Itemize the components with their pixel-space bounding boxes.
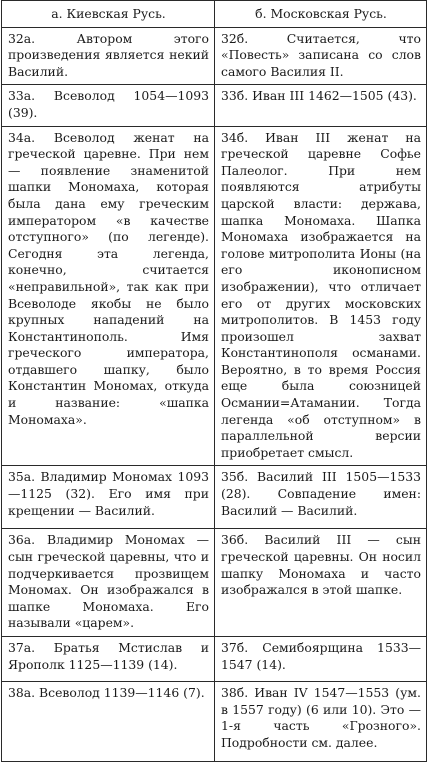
table-row bbox=[2, 682, 427, 762]
cell-text: 35а. Владимир Мономах 1093—1125 (32). Его имя при крещении — Василий. bbox=[8, 469, 209, 518]
column-header-muscovite-rus: б. Московская Русь. bbox=[215, 1, 427, 28]
table-cell-left bbox=[2, 126, 215, 466]
cell-text: 37б. Семибоярщина 1533—1547 (14). bbox=[221, 640, 421, 672]
cell-text: 36а. Владимир Мономах — сын греческой царевны, что и подчеркивается прозвищем Мономах. Он изображался в шапке Мономаха. Его называли «царем». bbox=[8, 532, 209, 631]
table-cell-right bbox=[215, 682, 427, 762]
table-cell-right bbox=[215, 529, 427, 637]
table-row bbox=[2, 529, 427, 637]
table-cell-left bbox=[2, 682, 215, 762]
table-cell-left bbox=[2, 637, 215, 682]
table-row bbox=[2, 27, 427, 85]
table-cell-right bbox=[215, 126, 427, 466]
cell-text: 33б. Иван III 1462—1505 (43). bbox=[221, 88, 417, 104]
table-cell-right bbox=[215, 85, 427, 126]
table-header-row bbox=[2, 1, 427, 28]
table-cell-left bbox=[2, 85, 215, 126]
column-header-kievan-rus: а. Киевская Русь. bbox=[2, 1, 215, 28]
cell-text: 34а. Всеволод женат на греческой царевне. При нем — появление знаменитой шапки Мономаха, которая была дана ему греческим императором «в качестве отступного» (по легенде). Сегодня эта легенда, конечно, считается «неправильной», так как при Всеволоде якобы не было крупных нападений на Константинополь. Имя греческого императора, отдавшего шапку, было Константин Мономах, откуда и название: «шапка Мономаха». bbox=[8, 129, 209, 427]
table-row bbox=[2, 126, 427, 466]
cell-text: 35б. Василий III 1505—1533 (28). Совпадение имен: Василий — Василий. bbox=[221, 469, 421, 518]
table-cell-right bbox=[215, 637, 427, 682]
table-cell-left bbox=[2, 529, 215, 637]
cell-text: 32а. Автором этого произведения является некий Василий. bbox=[8, 30, 209, 79]
table-cell-left bbox=[2, 466, 215, 529]
table-cell-left bbox=[2, 27, 215, 85]
cell-text: 37а. Братья Мстислав и Ярополк 1125—1139 (14). bbox=[8, 640, 209, 672]
cell-text: 36б. Василий III — сын греческой царевны. Он носил шапку Мономаха и часто изображался в этой шапке. bbox=[221, 532, 421, 598]
table-row bbox=[2, 85, 427, 126]
cell-text: 38б. Иван IV 1547—1553 (ум. в 1557 году) (6 или 10). Это — 1-я часть «Грозного». Подробности см. далее. bbox=[221, 685, 421, 750]
table-row bbox=[2, 466, 427, 529]
cell-text: 38а. Всеволод 1139—1146 (7). bbox=[8, 685, 205, 700]
table-cell-right bbox=[215, 466, 427, 529]
comparison-table bbox=[1, 0, 427, 762]
cell-text: 33а. Всеволод 1054—1093 (39). bbox=[8, 88, 209, 120]
cell-text: 32б. Считается, что «Повесть» записана со слов самого Василия II. bbox=[221, 30, 421, 79]
cell-text: 34б. Иван III женат на греческой царевне Софье Палеолог. При нем появляются атрибуты царской власти: держава, шапка Мономаха. Шапка Мономаха изображается на голове митрополита Ионы (на его иконописном изображении), что отличает его от других московских митрополитов. В 1453 году произошел захват Константинополя османами. Вероятно, в то время Россия еще была союзницей Османии=Атамании. Тогда легенда «об отступном» в параллельной версии приобретает смысл. bbox=[221, 129, 421, 460]
table-cell-right bbox=[215, 27, 427, 85]
table-row bbox=[2, 637, 427, 682]
